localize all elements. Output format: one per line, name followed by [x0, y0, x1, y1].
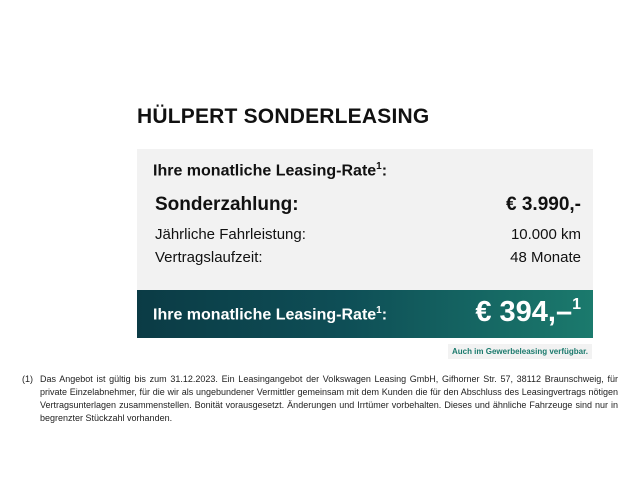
business-leasing-badge: Auch im Gewerbeleasing verfügbar.	[448, 344, 592, 359]
monthly-rate-value	[475, 296, 581, 329]
monthly-rate-label-footnote-ref: 1	[376, 305, 382, 316]
monthly-rate-label-text: Ihre monatliche Leasing-Rate	[153, 306, 377, 324]
footnote-text: Das Angebot ist gültig bis zum 31.12.2023. Ein Leasingangebot der Volkswagen Leasing GmbH, Gifhorner Str. 57, 38112 Braunschweig, für private Einzelabnehmer, für die wir als ungebundener Vermittler gemeinsam mit dem Kunden die für den Abschluss des Leasingvertrags nötigen Vertragsunterlagen zusammenstellen. Bonität vorausgesetzt. Änderungen und Irrtümer vorbehalten. Dieses und ähnliche Fahrzeuge sind nur in begrenzter Stückzahl vorhanden.	[40, 374, 618, 423]
row-label: Sonderzahlung:	[155, 194, 299, 215]
row-value: 48 Monate	[510, 249, 581, 266]
panel-heading	[153, 161, 387, 180]
row-sonderzahlung	[155, 194, 581, 216]
monthly-rate-amount: € 394,–	[475, 296, 573, 328]
row-value: 10.000 km	[510, 226, 581, 243]
monthly-rate-footnote-ref: 1	[572, 296, 581, 313]
panel-heading-text: Ihre monatliche Leasing-Rate	[153, 162, 377, 180]
row-fahrleistung	[155, 226, 581, 243]
footnote-number: (1)	[22, 374, 33, 384]
panel-heading-footnote-ref: 1	[376, 161, 382, 172]
panel-heading-suffix: :	[381, 162, 388, 180]
monthly-rate-label	[153, 305, 387, 324]
footnote	[22, 373, 618, 425]
monthly-rate-banner	[137, 290, 593, 338]
row-label: Vertragslaufzeit:	[155, 249, 263, 266]
leasing-details-panel	[137, 149, 593, 290]
monthly-rate-label-suffix: :	[381, 306, 388, 324]
row-label: Jährliche Fahrleistung:	[155, 226, 306, 243]
page-title: HÜLPERT SONDERLEASING	[137, 105, 430, 128]
row-value: € 3.990,-	[506, 194, 581, 215]
row-vertragslaufzeit	[155, 249, 581, 266]
